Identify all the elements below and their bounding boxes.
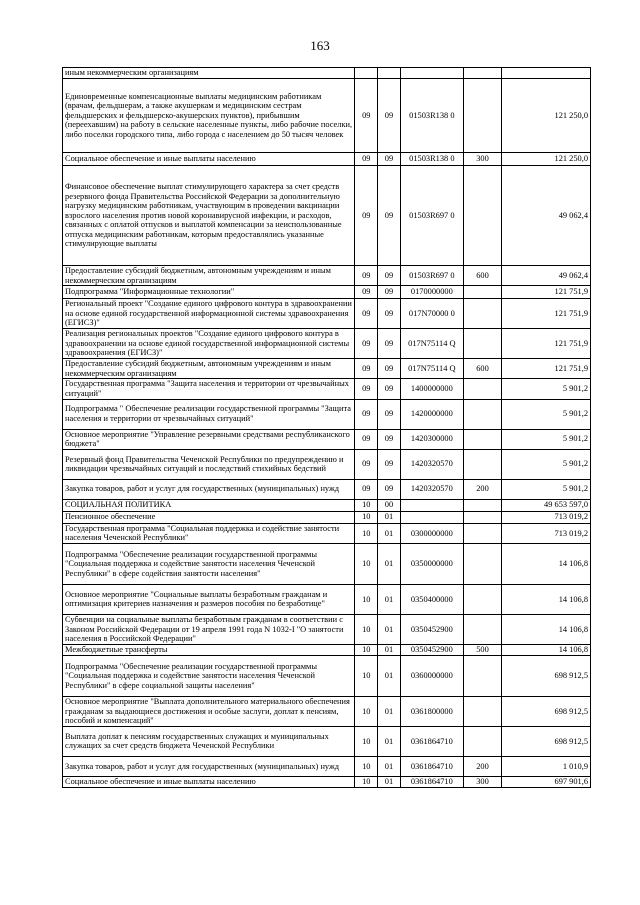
row-subsection: 01 (378, 726, 401, 756)
row-amount: 14 106,8 (502, 584, 591, 614)
row-subsection: 01 (378, 696, 401, 726)
table-row (63, 726, 591, 756)
row-subsection: 09 (378, 429, 401, 449)
row-section: 09 (355, 266, 378, 286)
row-expense-type (463, 379, 501, 399)
row-expense-type (463, 543, 501, 584)
row-amount: 121 751,9 (502, 299, 591, 329)
row-target-article: 017N75114 Q (400, 359, 463, 379)
row-subsection: 01 (378, 655, 401, 696)
row-amount: 5 901,2 (502, 479, 591, 499)
row-subsection: 09 (378, 153, 401, 166)
row-expense-type (463, 726, 501, 756)
row-target-article: 01503R138 0 (400, 153, 463, 166)
row-amount: 713 019,2 (502, 523, 591, 543)
row-expense-type: 300 (463, 776, 501, 787)
budget-table (62, 67, 591, 788)
row-name: Предоставление субсидий бюджетным, автономным учреждениям и иным некоммерческим организациям (63, 359, 355, 379)
row-section: 10 (355, 543, 378, 584)
row-name: Субвенции на социальные выплаты безработным гражданам в соответствии с Законом Российской Федерации от 19 апреля 1991 года N 1032-I "О занятости населения в Российской Федерации" (63, 614, 355, 644)
row-expense-type (463, 584, 501, 614)
table-row (63, 696, 591, 726)
table-row (63, 166, 591, 266)
row-subsection (378, 68, 401, 79)
row-target-article: 0300000000 (400, 523, 463, 543)
row-name: Основное мероприятие "Выплата дополнительного материального обеспечения гражданам за выдающиеся достижения и особые заслуги, доплат к пенсиям, пособий и компенсаций" (63, 696, 355, 726)
row-expense-type: 200 (463, 756, 501, 776)
row-expense-type (463, 399, 501, 429)
table-row (63, 543, 591, 584)
table-row (63, 153, 591, 166)
row-expense-type (463, 449, 501, 479)
row-expense-type (463, 499, 501, 511)
row-section: 10 (355, 655, 378, 696)
row-target-article: 0361864710 (400, 776, 463, 787)
row-section: 10 (355, 644, 378, 655)
row-amount: 14 106,8 (502, 614, 591, 644)
row-subsection: 09 (378, 479, 401, 499)
table-row (63, 286, 591, 299)
row-section: 10 (355, 584, 378, 614)
row-amount: 698 912,5 (502, 655, 591, 696)
row-name: Подпрограмма " Обеспечение реализации государственной программы "Защита населения и территории от чрезвычайных ситуаций" (63, 399, 355, 429)
row-amount: 49 062,4 (502, 166, 591, 266)
table-row (63, 614, 591, 644)
row-section: 09 (355, 429, 378, 449)
row-amount: 121 250,0 (502, 153, 591, 166)
row-target-article: 0350452900 (400, 644, 463, 655)
table-row (63, 79, 591, 153)
row-section: 10 (355, 614, 378, 644)
row-expense-type (463, 511, 501, 523)
row-name: Резервный фонд Правительства Чеченской Республики по предупреждению и ликвидации чрезвычайных ситуаций и последствий стихийных бедствий (63, 449, 355, 479)
row-amount: 1 010,9 (502, 756, 591, 776)
row-name: СОЦИАЛЬНАЯ ПОЛИТИКА (63, 499, 355, 511)
table-row (63, 429, 591, 449)
row-subsection: 09 (378, 399, 401, 429)
row-subsection: 01 (378, 523, 401, 543)
row-expense-type: 500 (463, 644, 501, 655)
row-subsection: 01 (378, 543, 401, 584)
row-target-article: 1420320570 (400, 479, 463, 499)
row-subsection: 09 (378, 166, 401, 266)
row-name: Государственная программа "Защита населения и территории от чрезвычайных ситуаций" (63, 379, 355, 399)
row-section: 09 (355, 79, 378, 153)
row-name: Подпрограмма "Обеспечение реализации государственной программы "Социальная поддержка и содействие занятости населения Чеченской Республики" в сфере социальной защиты населения" (63, 655, 355, 696)
row-subsection: 09 (378, 379, 401, 399)
row-name: иным некоммерческим организациям (63, 68, 355, 79)
row-section: 10 (355, 756, 378, 776)
row-section: 09 (355, 379, 378, 399)
table-row (63, 511, 591, 523)
row-amount: 14 106,8 (502, 644, 591, 655)
row-subsection: 01 (378, 644, 401, 655)
row-name: Закупка товаров, работ и услуг для государственных (муниципальных) нужд (63, 756, 355, 776)
row-target-article: 0361864710 (400, 756, 463, 776)
row-name: Подпрограмма "Информационные технологии" (63, 286, 355, 299)
row-section (355, 68, 378, 79)
row-target-article: 017N70000 0 (400, 299, 463, 329)
row-section: 09 (355, 479, 378, 499)
table-row (63, 299, 591, 329)
row-section: 09 (355, 359, 378, 379)
row-expense-type (463, 429, 501, 449)
row-name: Финансовое обеспечение выплат стимулирующего характера за счет средств резервного фонда Правительства Российской Федерации за дополнительную нагрузку медицинским работникам, участвующим в проведении вакцинации взрослого населения против новой коронавирусной инфекции, и расходов, связанных с оплатой отпусков и выплатой компенсации за неиспользованные отпуска медицинским работникам, которым предоставлялись указанные стимулирующие выплаты (63, 166, 355, 266)
row-subsection: 09 (378, 329, 401, 359)
row-subsection: 01 (378, 756, 401, 776)
row-target-article: 01503R138 0 (400, 79, 463, 153)
row-amount: 121 751,9 (502, 359, 591, 379)
table-row (63, 499, 591, 511)
row-target-article: 017N75114 Q (400, 329, 463, 359)
page-number: 163 (310, 38, 330, 53)
row-expense-type (463, 166, 501, 266)
table-row (63, 68, 591, 79)
row-amount (502, 68, 591, 79)
table-row (63, 449, 591, 479)
row-expense-type: 300 (463, 153, 501, 166)
row-section: 10 (355, 523, 378, 543)
row-section: 10 (355, 776, 378, 787)
row-subsection: 09 (378, 266, 401, 286)
row-subsection: 09 (378, 449, 401, 479)
row-name: Пенсионное обеспечение (63, 511, 355, 523)
row-expense-type: 200 (463, 479, 501, 499)
row-subsection: 00 (378, 499, 401, 511)
row-subsection: 09 (378, 299, 401, 329)
table-row (63, 584, 591, 614)
row-target-article: 01503R697 0 (400, 266, 463, 286)
row-target-article: 0170000000 (400, 286, 463, 299)
row-amount: 698 912,5 (502, 726, 591, 756)
row-amount: 5 901,2 (502, 379, 591, 399)
row-subsection: 09 (378, 79, 401, 153)
row-section: 09 (355, 399, 378, 429)
row-expense-type (463, 79, 501, 153)
table-row (63, 329, 591, 359)
row-amount: 5 901,2 (502, 429, 591, 449)
row-amount: 698 912,5 (502, 696, 591, 726)
row-amount: 14 106,8 (502, 543, 591, 584)
row-name: Предоставление субсидий бюджетным, автономным учреждениям и иным некоммерческим организациям (63, 266, 355, 286)
row-amount: 49 653 597,0 (502, 499, 591, 511)
row-expense-type (463, 68, 501, 79)
row-subsection: 01 (378, 776, 401, 787)
row-target-article (400, 68, 463, 79)
row-expense-type (463, 286, 501, 299)
row-section: 10 (355, 511, 378, 523)
row-amount: 5 901,2 (502, 449, 591, 479)
row-amount: 5 901,2 (502, 399, 591, 429)
row-target-article: 1420320570 (400, 449, 463, 479)
row-target-article: 1420000000 (400, 399, 463, 429)
row-name: Социальное обеспечение и иные выплаты населению (63, 153, 355, 166)
row-section: 09 (355, 299, 378, 329)
row-amount: 713 019,2 (502, 511, 591, 523)
row-target-article (400, 499, 463, 511)
row-expense-type: 600 (463, 266, 501, 286)
table-row (63, 776, 591, 787)
row-name: Подпрограмма "Обеспечение реализации государственной программы "Социальная поддержка и содействие занятости населения Чеченской Республики" в сфере содействия занятости населения" (63, 543, 355, 584)
row-name: Единовременные компенсационные выплаты медицинским работникам (врачам, фельдшерам, а также акушеркам и медицинским сестрам фельдшерских и фельдшерско-акушерских пунктов), прибывшим (переехавшим) на работу в сельские населенные пункты, либо рабочие поселки, либо поселки городского типа, либо города с населением до 50 тысяч человек (63, 79, 355, 153)
table-row (63, 655, 591, 696)
row-name: Региональный проект "Создание единого цифрового контура в здравоохранении на основе единой государственной информационной системы здравоохранения (ЕГИСЗ)" (63, 299, 355, 329)
row-amount: 49 062,4 (502, 266, 591, 286)
table-row (63, 479, 591, 499)
row-target-article: 0350400000 (400, 584, 463, 614)
row-name: Межбюджетные трансферты (63, 644, 355, 655)
row-name: Социальное обеспечение и иные выплаты населению (63, 776, 355, 787)
row-subsection: 01 (378, 511, 401, 523)
row-target-article (400, 511, 463, 523)
row-section: 10 (355, 696, 378, 726)
row-target-article: 0361800000 (400, 696, 463, 726)
row-expense-type (463, 329, 501, 359)
row-target-article: 1400000000 (400, 379, 463, 399)
row-name: Государственная программа "Социальная поддержка и содействие занятости населения Чеченской Республики" (63, 523, 355, 543)
row-name: Основное мероприятие "Управление резервными средствами республиканского бюджета" (63, 429, 355, 449)
row-target-article: 01503R697 0 (400, 166, 463, 266)
row-name: Основное мероприятие "Социальные выплаты безработным гражданам и оптимизация критериев назначения и размеров пособия по безработице" (63, 584, 355, 614)
row-section: 10 (355, 726, 378, 756)
row-name: Реализация региональных проектов "Создание единого цифрового контура в здравоохранении на основе единой государственной информационной системы здравоохранения (ЕГИСЗ)" (63, 329, 355, 359)
table-row (63, 399, 591, 429)
row-target-article: 0360000000 (400, 655, 463, 696)
row-expense-type (463, 696, 501, 726)
table-row (63, 523, 591, 543)
table-row (63, 266, 591, 286)
row-amount: 697 901,6 (502, 776, 591, 787)
row-amount: 121 751,9 (502, 286, 591, 299)
row-target-article: 0350452900 (400, 614, 463, 644)
row-expense-type (463, 523, 501, 543)
row-target-article: 1420300000 (400, 429, 463, 449)
row-subsection: 01 (378, 584, 401, 614)
row-subsection: 09 (378, 286, 401, 299)
table-row (63, 756, 591, 776)
row-target-article: 0350000000 (400, 543, 463, 584)
row-expense-type: 600 (463, 359, 501, 379)
row-section: 10 (355, 499, 378, 511)
row-subsection: 01 (378, 614, 401, 644)
row-section: 09 (355, 153, 378, 166)
row-amount: 121 250,0 (502, 79, 591, 153)
row-subsection: 09 (378, 359, 401, 379)
row-expense-type (463, 299, 501, 329)
row-section: 09 (355, 449, 378, 479)
row-section: 09 (355, 166, 378, 266)
table-row (63, 644, 591, 655)
row-amount: 121 751,9 (502, 329, 591, 359)
row-expense-type (463, 655, 501, 696)
row-section: 09 (355, 329, 378, 359)
row-target-article: 0361864710 (400, 726, 463, 756)
row-section: 09 (355, 286, 378, 299)
row-name: Выплата доплат к пенсиям государственных служащих и муниципальных служащих за счет средств бюджета Чеченской Республики (63, 726, 355, 756)
table-row (63, 379, 591, 399)
row-name: Закупка товаров, работ и услуг для государственных (муниципальных) нужд (63, 479, 355, 499)
row-expense-type (463, 614, 501, 644)
table-row (63, 359, 591, 379)
